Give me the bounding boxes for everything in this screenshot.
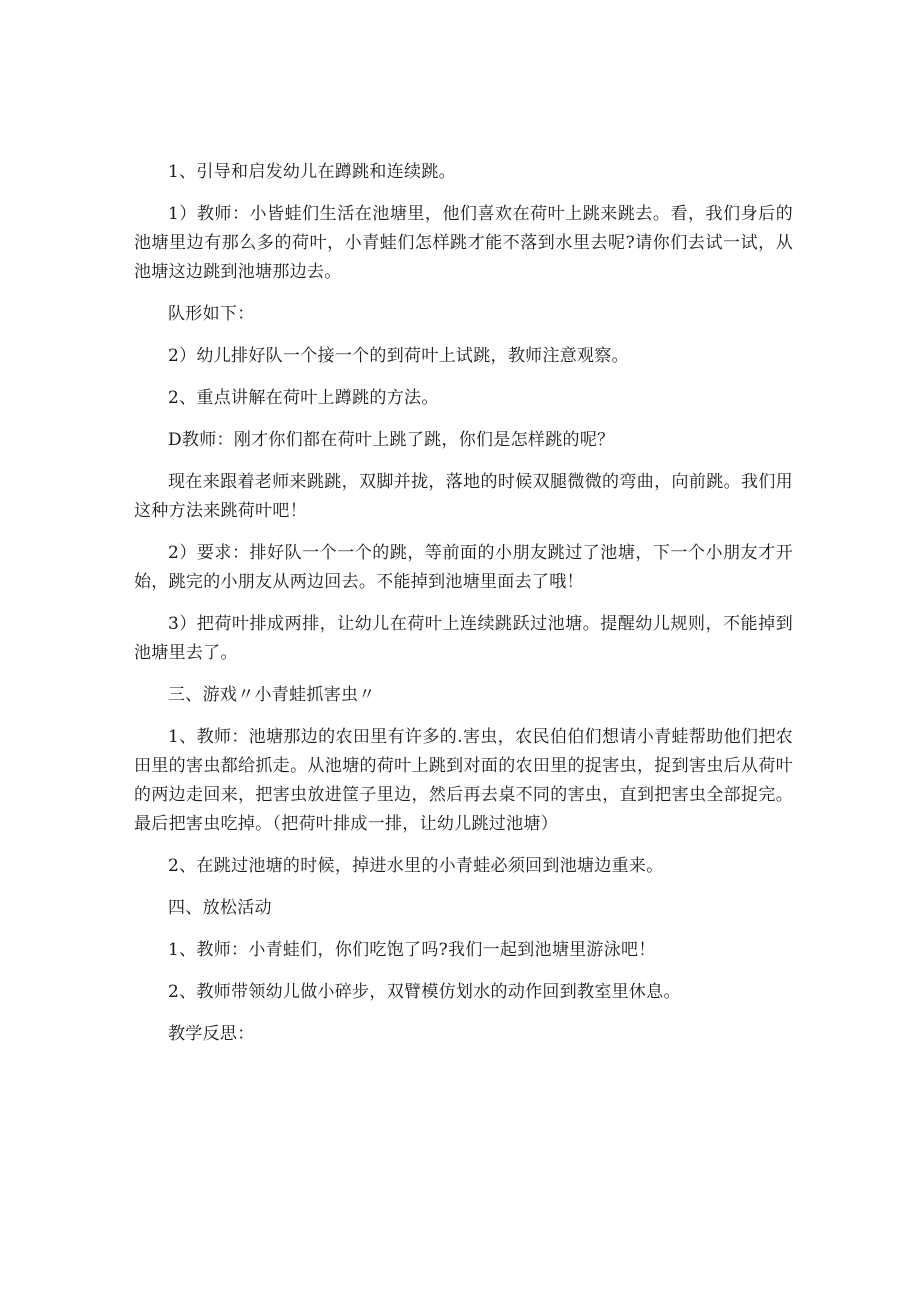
paragraph: 2）要求：排好队一个一个的跳，等前面的小朋友跳过了池塘，下一个小朋友才开始，跳完的小朋友从两边回去。不能掉到池塘里面去了哦！ (134, 543, 793, 592)
paragraph: 队形如下： (168, 304, 255, 324)
paragraph: 3）把荷叶排成两排，让幼儿在荷叶上连续跳跃过池塘。提醒幼儿规则，不能掉到池塘里去了。 (134, 614, 793, 663)
paragraph: D教师：刚才你们都在荷叶上跳了跳，你们是怎样跳的呢？ (168, 430, 615, 450)
section-heading: 四、放松活动 (168, 898, 272, 918)
paragraph: 2、重点讲解在荷叶上蹲跳的方法。 (168, 388, 439, 408)
document-body (134, 158, 793, 1062)
section-heading: 三、游戏〃小青蛙抓害虫〃 (168, 685, 376, 705)
paragraph: 1、教师：池塘那边的农田里有许多的.害虫，农民伯伯们想请小青蛙帮助他们把农田里的害虫都给抓走。从池塘的荷叶上跳到对面的农田里的捉害虫，捉到害虫后从荷叶的两边走回来，把害虫放进筐子里边，然后再去桌不同的害虫，直到把害虫全部捉完。最后把害虫吃掉。（把荷叶排成一排，让幼儿跳过池塘） (134, 727, 793, 834)
paragraph: 2、在跳过池塘的时候，掉进水里的小青蛙必须回到池塘边重来。 (168, 856, 664, 876)
paragraph: 现在来跟着老师来跳跳，双脚并拢，落地的时候双腿微微的弯曲，向前跳。我们用这种方法来跳荷叶吧！ (134, 472, 793, 521)
paragraph: 1、引导和启发幼儿在蹲跳和连续跳。 (168, 162, 456, 182)
paragraph: 2、教师带领幼儿做小碎步，双臂模仿划水的动作回到教室里休息。 (168, 982, 681, 1002)
paragraph: 教学反思： (168, 1024, 255, 1044)
paragraph: 2）幼儿排好队一个接一个的到荷叶上试跳，教师注意观察。 (168, 346, 629, 366)
paragraph: 1）教师：小皆蛙们生活在池塘里，他们喜欢在荷叶上跳来跳去。看，我们身后的池塘里边有那么多的荷叶，小青蛙们怎样跳才能不落到水里去呢?请你们去试一试，从池塘这边跳到池塘那边去。 (134, 204, 793, 282)
paragraph: 1、教师：小青蛙们，你们吃饱了吗?我们一起到池塘里游泳吧！ (168, 940, 656, 960)
